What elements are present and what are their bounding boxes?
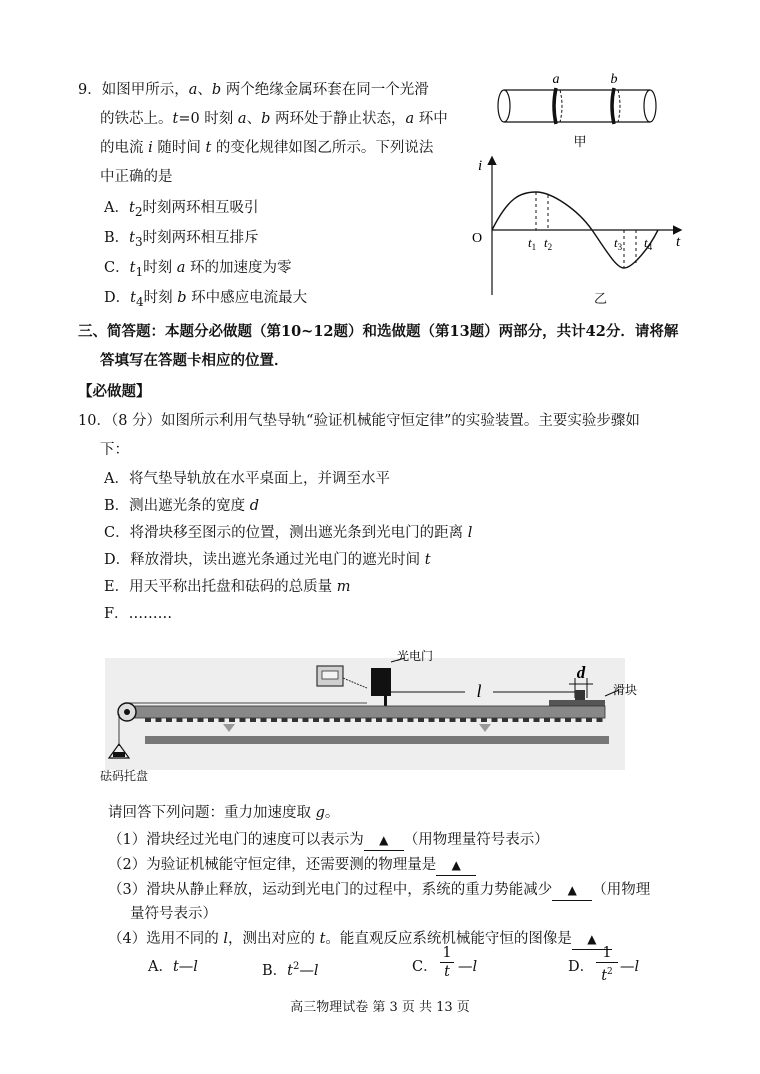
svg-text:t4: $t_4$: [644, 235, 653, 252]
figure-jia-caption: 甲: [573, 134, 587, 149]
svg-text:O: O: [472, 231, 483, 246]
figure-yi-caption: 乙: [594, 292, 608, 307]
svg-text:i: i: [478, 158, 483, 174]
required-heading: 【必做题】: [78, 383, 151, 400]
ring-b-label: b: [610, 72, 618, 87]
page-footer: 高三物理试卷 第 3 页 共 13 页: [290, 1000, 470, 1015]
timer-icon: [317, 666, 343, 686]
choice-b[interactable]: B．$t^2—l$: [262, 961, 319, 979]
q10-step-c: C．将滑块移至图示的位置，测出遮光条到光电门的距离 l: [104, 525, 473, 541]
q9-option-c: C．$t_1$时刻 a 环的加速度为零: [104, 260, 292, 279]
choice-c-fraction: $\frac{1}{t}$: [440, 944, 454, 981]
answer-blank-4[interactable]: ▲: [572, 929, 612, 950]
q10-step-e: E．用天平称出托盘和砝码的总质量 m: [104, 579, 351, 595]
q10-line1: 10．（8 分）如图所示利用气垫导轨“验证机械能守恒定律”的实验装置。主要实验步骤如: [78, 413, 640, 429]
choice-a[interactable]: A．t—l: [148, 959, 198, 975]
choice-d[interactable]: D．: [568, 959, 595, 975]
q9-option-a: A．$t_2$时刻两环相互吸引: [104, 200, 259, 219]
choice-d-rest: —l: [620, 959, 640, 975]
choice-d-fraction: $\frac{1}{t^2}$: [596, 944, 618, 985]
choice-c-rest: —l: [458, 959, 478, 975]
answer-blank-1[interactable]: ▲: [364, 830, 404, 851]
q9-number: 9．: [78, 82, 102, 98]
svg-text:t1: $t_1$: [528, 235, 537, 252]
ring-b: [612, 88, 620, 124]
figure-jia-iron-core: [490, 68, 670, 148]
svg-text:滑块: 滑块: [613, 683, 638, 697]
q9-line4: 中正确的是: [100, 169, 173, 185]
tray-label: 砝码托盘: [100, 769, 149, 783]
q9-line1: 9．如图甲所示，a、b 两个绝缘金属环套在同一个光滑: [78, 82, 429, 98]
q10-sub3-line1: （3）滑块从静止释放，运动到光电门的过程中，系统的重力势能减少 ▲ （用物理: [108, 880, 650, 901]
q10-step-a: A．将气垫导轨放在水平桌面上，并调至水平: [104, 471, 390, 487]
q10-sub4: （4）选用不同的 l，测出对应的 t。能直观反应系统机械能守恒的图像是 ▲: [108, 929, 612, 950]
svg-text:t2: $t_2$: [544, 235, 553, 252]
ring-a-label: a: [552, 72, 560, 87]
choice-c[interactable]: C．: [412, 959, 438, 975]
svg-text:光电门: 光电门: [397, 649, 434, 663]
answer-blank-2[interactable]: ▲: [436, 855, 476, 876]
q10-line2: 下：: [100, 442, 129, 458]
ring-a: [554, 88, 562, 124]
q10-step-b: B．测出遮光条的宽度 d: [104, 498, 260, 514]
answer-blank-3[interactable]: ▲: [552, 880, 592, 901]
figure-yi-current-graph: [468, 150, 698, 300]
q10-sub2: （2）为验证机械能守恒定律，还需要测的物理量是 ▲: [108, 855, 476, 876]
svg-text:t3: $t_3$: [614, 235, 623, 252]
svg-text:l: l: [476, 681, 482, 701]
q10-sub1: （1）滑块经过光电门的速度可以表示为 ▲ （用物理量符号表示）: [108, 830, 549, 851]
q10-number: 10．: [78, 413, 111, 429]
svg-text:d: d: [576, 663, 586, 682]
q9-line3: 的电流 i 随时间 t 的变化规律如图乙所示。下列说法: [100, 140, 434, 156]
q10-sub3-line2: 量符号表示）: [130, 906, 217, 922]
q9-option-b: B．$t_3$时刻两环相互排斥: [104, 230, 259, 249]
q10-answer-intro: 请回答下列问题：重力加速度取 g。: [108, 805, 340, 821]
q9-option-d: D．$t_4$时刻 b 环中感应电流最大: [104, 290, 308, 309]
q9-line2: 的铁芯上。t=0 时刻 a、b 两环处于静止状态，a 环中: [100, 111, 448, 127]
section3-title-line1: 三、简答题：本题分必做题（第10~12题）和选做题（第13题）两部分，共计42分．请将解: [78, 323, 679, 340]
figure-air-track: [105, 648, 638, 772]
svg-text:t: t: [676, 234, 681, 250]
q10-step-d: D．释放滑块，读出遮光条通过光电门的遮光时间 t: [104, 552, 431, 568]
q10-step-f: F．………: [104, 606, 173, 622]
section3-title-line2: 答填写在答题卡相应的位置．: [100, 352, 289, 369]
